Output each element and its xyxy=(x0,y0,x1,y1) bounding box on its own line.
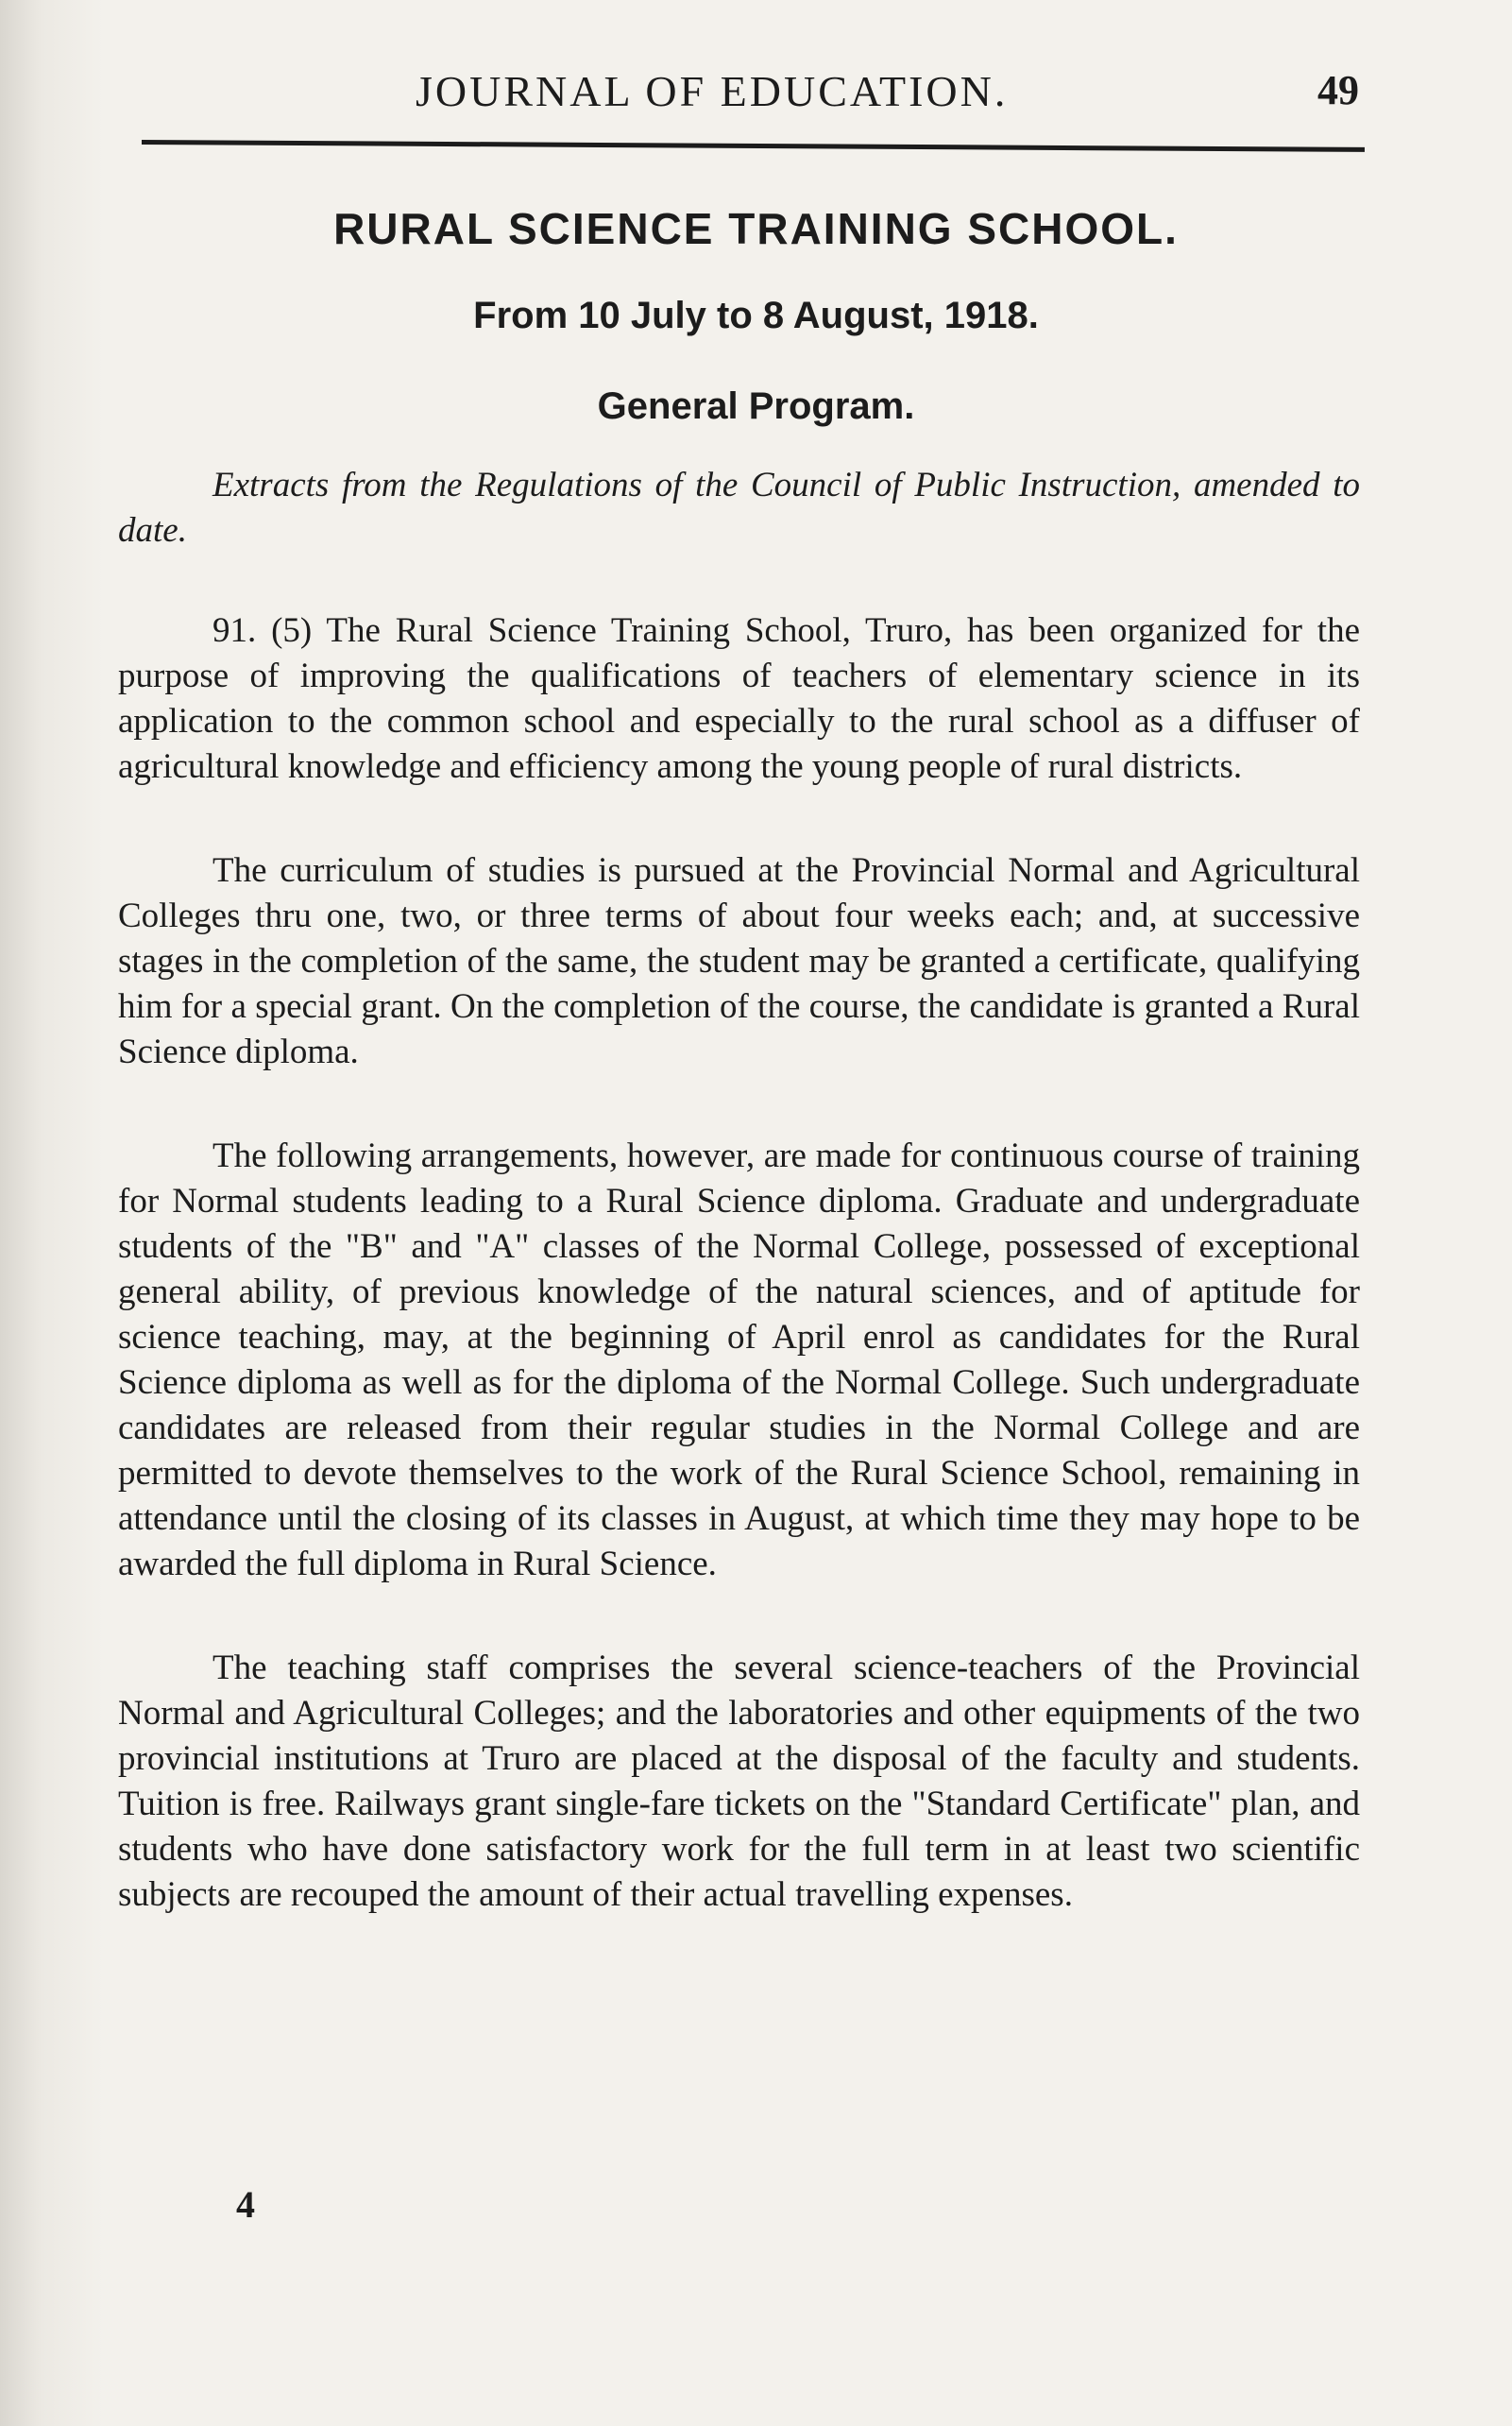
article-body xyxy=(118,463,1360,1976)
paragraph-arrangements: The following arrangements, however, are made for continuous course of training for Normal students leading to a Rural Science diploma. Graduate and undergraduate students of the "B" and "A" classes of the Normal College, possessed of exceptional general ability, of previous knowledge of the natural sciences, and of aptitude for science teaching, may, at the beginning of April enrol as candidates for the Rural Science diploma as well as for the diploma of the Normal College. Such undergraduate candidates are released from their regular studies in the Normal College and are permitted to devote themselves to the work of the Rural Science School, remaining in attendance until the closing of its classes in August, at which time they may hope to be awarded the full diploma in Rural Science. xyxy=(118,1136,1360,1583)
article-title: RURAL SCIENCE TRAINING SCHOOL. xyxy=(333,204,1179,253)
running-title: JOURNAL OF EDUCATION. xyxy=(416,67,1009,115)
paragraph-curriculum: The curriculum of studies is pursued at the Provincial Normal and Agricultural Colleges thru one, two, or three terms of about four weeks each; and, at successive stages in the completion of the same, the student may be granted a certificate, qualifying him for a special grant. On the completion of the course, the candidate is granted a Rural Science diploma. xyxy=(118,851,1360,1071)
paragraph-regulation-91: 91. (5) The Rural Science Training School, Truro, has been organized for the purpose of improving the qualifications of teachers of elementary science in its application to the common school and especially to the rural school as a diffuser of agricultural knowledge and efficiency among the young people of rural districts. xyxy=(118,611,1360,786)
paragraph-teaching-staff: The teaching staff comprises the several science-teachers of the Provincial Normal and Agricultural Colleges; and the laboratories and other equipments of the two provincial institutions at Truro are placed at the disposal of the faculty and students. Tuition is free. Railways grant single-fare tickets on the "Standard Certificate" plan, and students who have done satisfactory work for the full term in at least two scientific subjects are recouped the amount of their actual travelling expenses. xyxy=(118,1649,1360,1914)
page-number: 49 xyxy=(1317,67,1359,113)
section-heading: General Program. xyxy=(597,385,915,427)
signature-mark: 4 xyxy=(236,2183,255,2226)
extract-note: Extracts from the Regulations of the Council of Public Instruction, amended to date. xyxy=(118,466,1360,550)
article-dates: From 10 July to 8 August, 1918. xyxy=(473,295,1039,336)
header-rule xyxy=(142,140,1365,152)
page-edge-shadow xyxy=(0,0,104,2426)
